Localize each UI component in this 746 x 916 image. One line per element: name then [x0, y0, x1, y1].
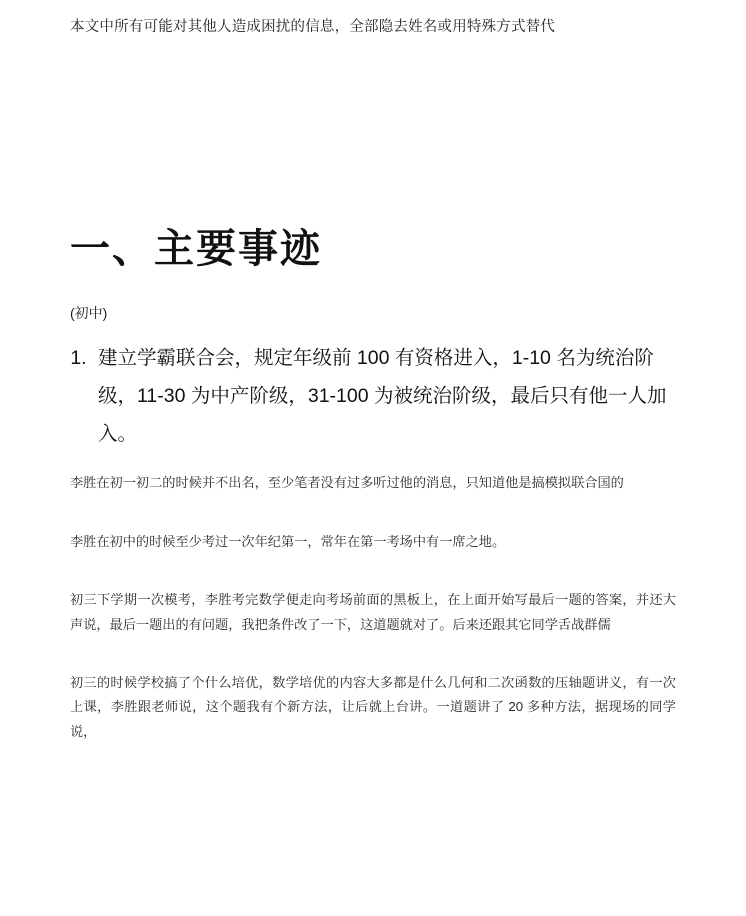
paragraph: 初三的时候学校搞了个什么培优，数学培优的内容大多都是什么几何和二次函数的压轴题讲义，有一次上课，李胜跟老师说，这个题我有个新方法，让后就上台讲。一道题讲了 20 多种方法，据现场的同学说，	[70, 674, 676, 739]
section-subnote: (初中)	[70, 305, 108, 322]
main-achievement-list	[70, 339, 676, 453]
paragraph: 初三下学期一次模考，李胜考完数学便走向考场前面的黑板上，在上面开始写最后一题的答案，并还大声说，最后一题出的有问题，我把条件改了一下，这道题就对了。后来还跟其它同学舌战群儒	[70, 592, 676, 632]
list-item: 1. 建立学霸联合会，规定年级前 100 有资格进入，1-10 名为统治阶级，11-30 为中产阶级，31-100 为被统治阶级，最后只有他一人加入。	[92, 339, 676, 453]
privacy-notice: 本文中所有可能对其他人造成困扰的信息，全部隐去姓名或用特殊方式替代	[70, 19, 556, 35]
page-title: 一、主要事迹	[70, 227, 322, 272]
paragraph: 李胜在初一初二的时候并不出名，至少笔者没有过多听过他的消息，只知道他是搞模拟联合国的	[70, 475, 624, 491]
vertical-spacer	[70, 39, 676, 225]
paragraph: 李胜在初中的时候至少考过一次年纪第一，常年在第一考场中有一席之地。	[70, 533, 506, 549]
